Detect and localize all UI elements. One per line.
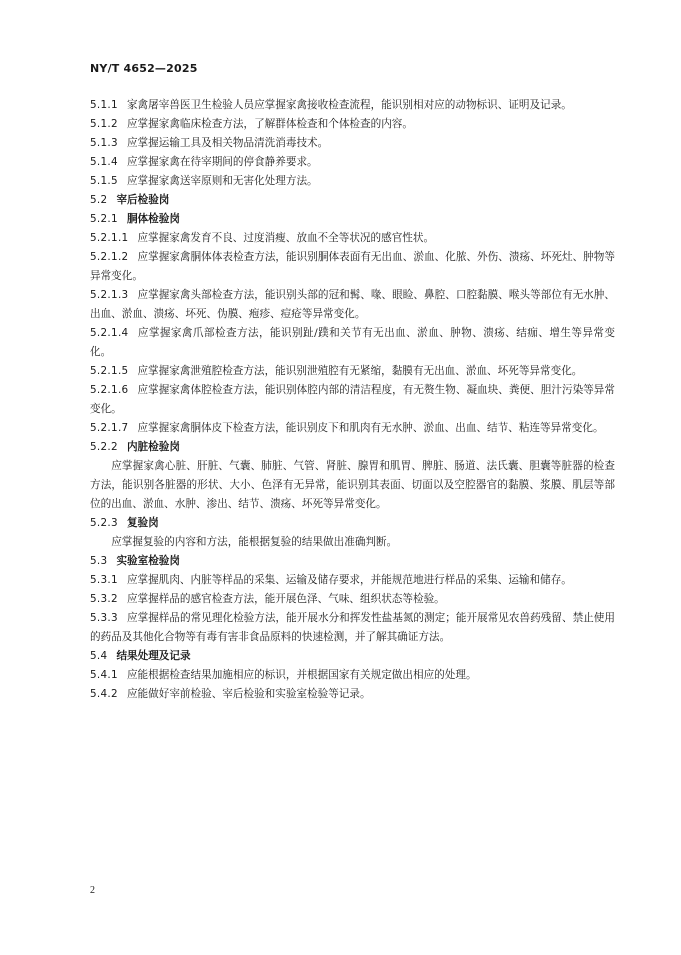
clause-text: 应掌握样品的感官检查方法，能开展色泽、气味、组织状态等检验。: [126, 593, 445, 605]
clause-text: 应掌握家禽头部检查方法，能识别头部的冠和髯、喙、眼睑、鼻腔、口腔黏膜、喉头等部位有无水肿、出血、淤血、溃疡、坏死、伪膜、疱疹、痘疮等异常变化。: [90, 289, 615, 320]
clause-number: 5.1.4: [90, 156, 118, 168]
clause-number: 5.2.1.4: [90, 327, 129, 339]
clause: [90, 381, 615, 419]
clause-number: 5.2.1.5: [90, 365, 129, 377]
paragraph: [90, 457, 615, 514]
heading-text: 结果处理及记录: [116, 650, 191, 662]
heading-text: 胴体检验岗: [126, 213, 180, 225]
clause: [90, 229, 615, 248]
clause-text: 应掌握肌肉、内脏等样品的采集、运输及储存要求，并能规范地进行样品的采集、运输和储存。: [126, 574, 572, 586]
clause: [90, 286, 615, 324]
clause-number: 5.1.5: [90, 175, 118, 187]
clause: [90, 248, 615, 286]
clause-number: 5.3.2: [90, 593, 118, 605]
clause: [90, 134, 615, 153]
clause-text: 应掌握家禽泄殖腔检查方法，能识别泄殖腔有无紧缩，黏膜有无出血、淤血、坏死等异常变化。: [137, 365, 583, 377]
clause-number: 5.2.1.3: [90, 289, 129, 301]
clause-number: 5.3: [90, 555, 108, 567]
heading-text: 内脏检验岗: [126, 441, 180, 453]
heading-text: 宰后检验岗: [116, 194, 170, 206]
clause-text: 应掌握家禽胴体体表检查方法，能识别胴体表面有无出血、淤血、化脓、外伤、溃疡、坏死灶、肿物等异常变化。: [90, 251, 615, 282]
clause-number: 5.1.2: [90, 118, 118, 130]
section-heading: [90, 210, 615, 229]
clause-text: 应掌握样品的常见理化检验方法，能开展水分和挥发性盐基氮的测定；能开展常见农兽药残留、禁止使用的药品及其他化合物等有毒有害非食品原料的快速检测，并了解其确证方法。: [90, 612, 615, 643]
heading-text: 复验岗: [126, 517, 159, 529]
clause-number: 5.1.1: [90, 99, 118, 111]
clause-number: 5.4.1: [90, 669, 118, 681]
clause-text: 应能做好宰前检验、宰后检验和实验室检验等记录。: [126, 688, 371, 700]
section-heading: [90, 514, 615, 533]
paragraph: [90, 533, 615, 552]
clause-text: 家禽屠宰兽医卫生检验人员应掌握家禽接收检查流程，能识别相对应的动物标识、证明及记录。: [126, 99, 572, 111]
clause-text: 应掌握家禽发育不良、过度消瘦、放血不全等状况的感官性状。: [137, 232, 435, 244]
clause: [90, 153, 615, 172]
section-heading: [90, 438, 615, 457]
heading-text: 实验室检验岗: [116, 555, 180, 567]
clause-text: 应掌握家禽爪部检查方法，能识别趾/蹼和关节有无出血、淤血、肿物、溃疡、结痂、增生等异常变化。: [90, 327, 615, 358]
clause-number: 5.4: [90, 650, 108, 662]
section-heading: [90, 552, 615, 571]
clause-number: 5.1.3: [90, 137, 118, 149]
document-body: [90, 96, 615, 704]
clause-number: 5.2.1.1: [90, 232, 129, 244]
clause: [90, 115, 615, 134]
clause: [90, 96, 615, 115]
clause-number: 5.3.1: [90, 574, 118, 586]
clause-number: 5.2: [90, 194, 108, 206]
clause-text: 应掌握家禽心脏、肝脏、气囊、肺脏、气管、肾脏、腺胃和肌胃、脾脏、肠道、法氏囊、胆囊等脏器的检查方法，能识别各脏器的形状、大小、色泽有无异常，能识别其表面、切面以及空腔器官的黏膜、浆膜、肌层等部位的出血、淤血、水肿、渗出、结节、溃疡、坏死等异常变化。: [90, 460, 615, 510]
clause-text: 应掌握家禽送宰原则和无害化处理方法。: [126, 175, 318, 187]
clause: [90, 419, 615, 438]
clause-text: 应掌握复验的内容和方法，能根据复验的结果做出准确判断。: [111, 536, 398, 548]
clause: [90, 324, 615, 362]
clause-text: 应掌握家禽临床检查方法，了解群体检查和个体检查的内容。: [126, 118, 413, 130]
clause-number: 5.2.2: [90, 441, 118, 453]
clause-number: 5.2.1.2: [90, 251, 129, 263]
section-heading: [90, 647, 615, 666]
clause-text: 应能根据检查结果加施相应的标识，并根据国家有关规定做出相应的处理。: [126, 669, 477, 681]
page-number: 2: [90, 885, 95, 896]
clause: [90, 571, 615, 590]
clause-number: 5.4.2: [90, 688, 118, 700]
clause-text: 应掌握运输工具及相关物品清洗消毒技术。: [126, 137, 329, 149]
section-heading: [90, 191, 615, 210]
clause: [90, 590, 615, 609]
clause: [90, 609, 615, 647]
clause: [90, 666, 615, 685]
clause-text: 应掌握家禽胴体皮下检查方法，能识别皮下和肌肉有无水肿、淤血、出血、结节、粘连等异常变化。: [137, 422, 604, 434]
clause-number: 5.2.1.6: [90, 384, 129, 396]
clause-number: 5.2.1.7: [90, 422, 129, 434]
standard-code: NY/T 4652—2025: [90, 62, 198, 75]
clause: [90, 362, 615, 381]
clause-text: 应掌握家禽在待宰期间的停食静养要求。: [126, 156, 318, 168]
clause: [90, 685, 615, 704]
clause-text: 应掌握家禽体腔检查方法，能识别体腔内部的清洁程度，有无赘生物、凝血块、粪便、胆汁污染等异常变化。: [90, 384, 615, 415]
clause-number: 5.3.3: [90, 612, 118, 624]
clause-number: 5.2.3: [90, 517, 118, 529]
clause-number: 5.2.1: [90, 213, 118, 225]
clause: [90, 172, 615, 191]
